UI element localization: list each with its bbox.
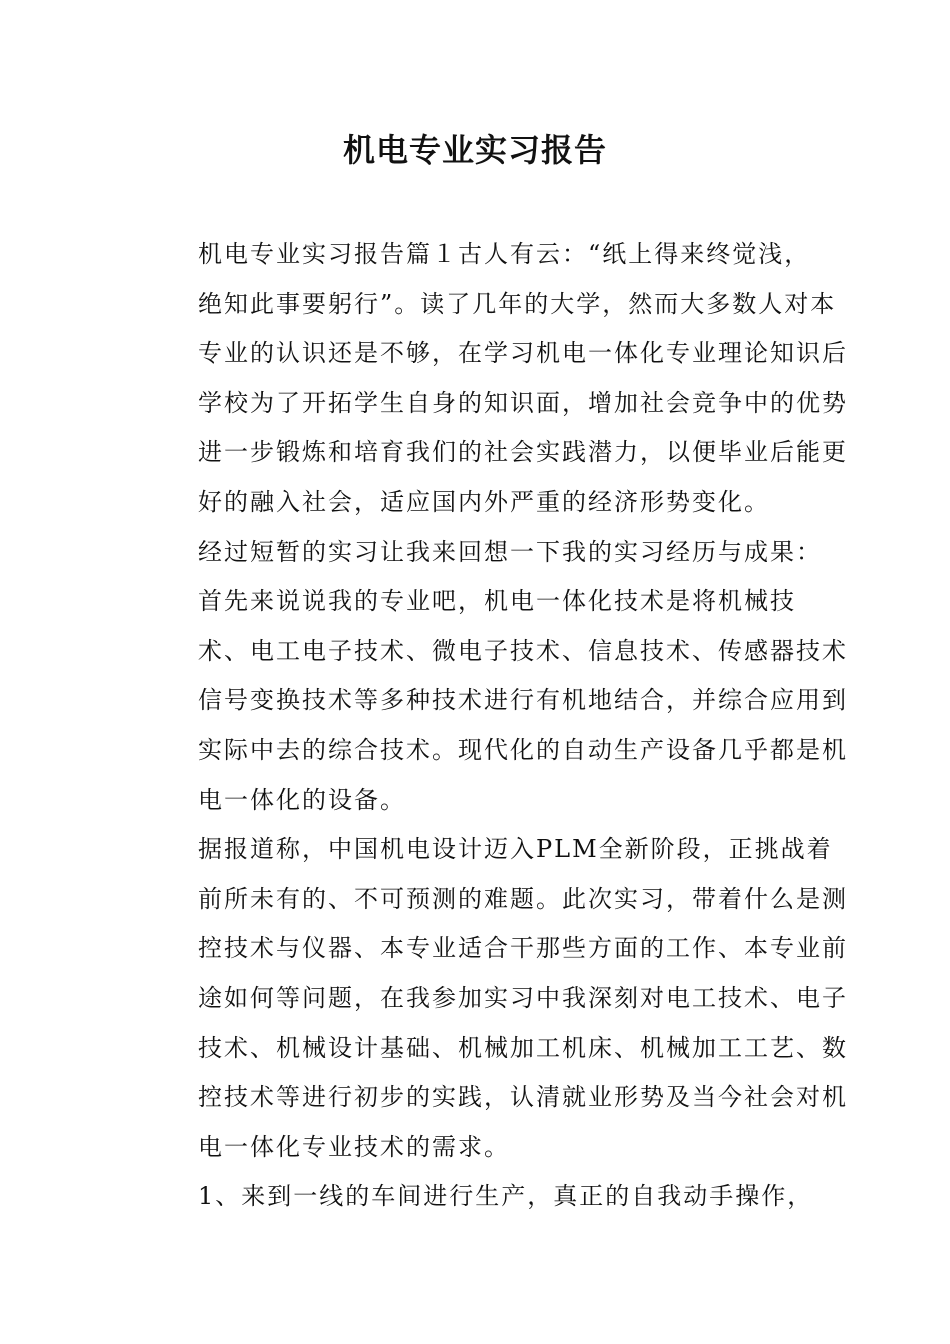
text-line: 1、来到一线的车间进行生产，真正的自我动手操作，: [198, 1182, 814, 1211]
text-line: 实际中去的综合技术。现代化的自动生产设备几乎都是机: [198, 735, 848, 764]
text-line: 技术、机械设计基础、机械加工机床、机械加工工艺、数: [198, 1033, 848, 1062]
text-line: 信号变换技术等多种技术进行有机地结合，并综合应用到: [198, 686, 848, 715]
text-line: 机电专业实习报告篇１古人有云：“纸上得来终觉浅，: [198, 240, 811, 268]
text-line: 电一体化专业技术的需求。: [198, 1132, 510, 1161]
paragraph-review: [146, 528, 822, 578]
paragraph-major: [146, 577, 848, 825]
document-body: [146, 230, 848, 1222]
text-line: 好的融入社会，适应国内外严重的经济形势变化。: [198, 487, 770, 516]
paragraph-plm: [146, 825, 848, 1172]
text-line: 术、电工电子技术、微电子技术、信息技术、传感器技术: [198, 636, 848, 665]
text-line: 据报道称，中国机电设计迈入PLM全新阶段，正挑战着: [198, 835, 833, 864]
paragraph-item-1: [146, 1172, 814, 1222]
text-line: 首先来说说我的专业吧，机电一体化技术是将机械技: [198, 587, 796, 616]
text-line: 控技术等进行初步的实践，认清就业形势及当今社会对机: [198, 1083, 848, 1112]
text-line: 控技术与仪器、本专业适合干那些方面的工作、本专业前: [198, 934, 848, 963]
document-title: 机电专业实习报告: [342, 131, 607, 169]
text-line: 前所未有的、不可预测的难题。此次实习，带着什么是测: [198, 884, 848, 913]
paragraph-intro: [146, 230, 848, 528]
text-line: 绝知此事要躬行”。读了几年的大学，然而大多数人对本: [198, 289, 837, 318]
text-line: 经过短暂的实习让我来回想一下我的实习经历与成果：: [198, 537, 822, 566]
text-line: 专业的认识还是不够，在学习机电一体化专业理论知识后: [198, 339, 848, 368]
text-line: 学校为了开拓学生自身的知识面，增加社会竞争中的优势: [198, 388, 848, 417]
text-line: 途如何等问题，在我参加实习中我深刻对电工技术、电子: [198, 983, 848, 1012]
text-line: 电一体化的设备。: [198, 785, 406, 814]
text-line: 进一步锻炼和培育我们的社会实践潜力，以便毕业后能更: [198, 438, 848, 467]
